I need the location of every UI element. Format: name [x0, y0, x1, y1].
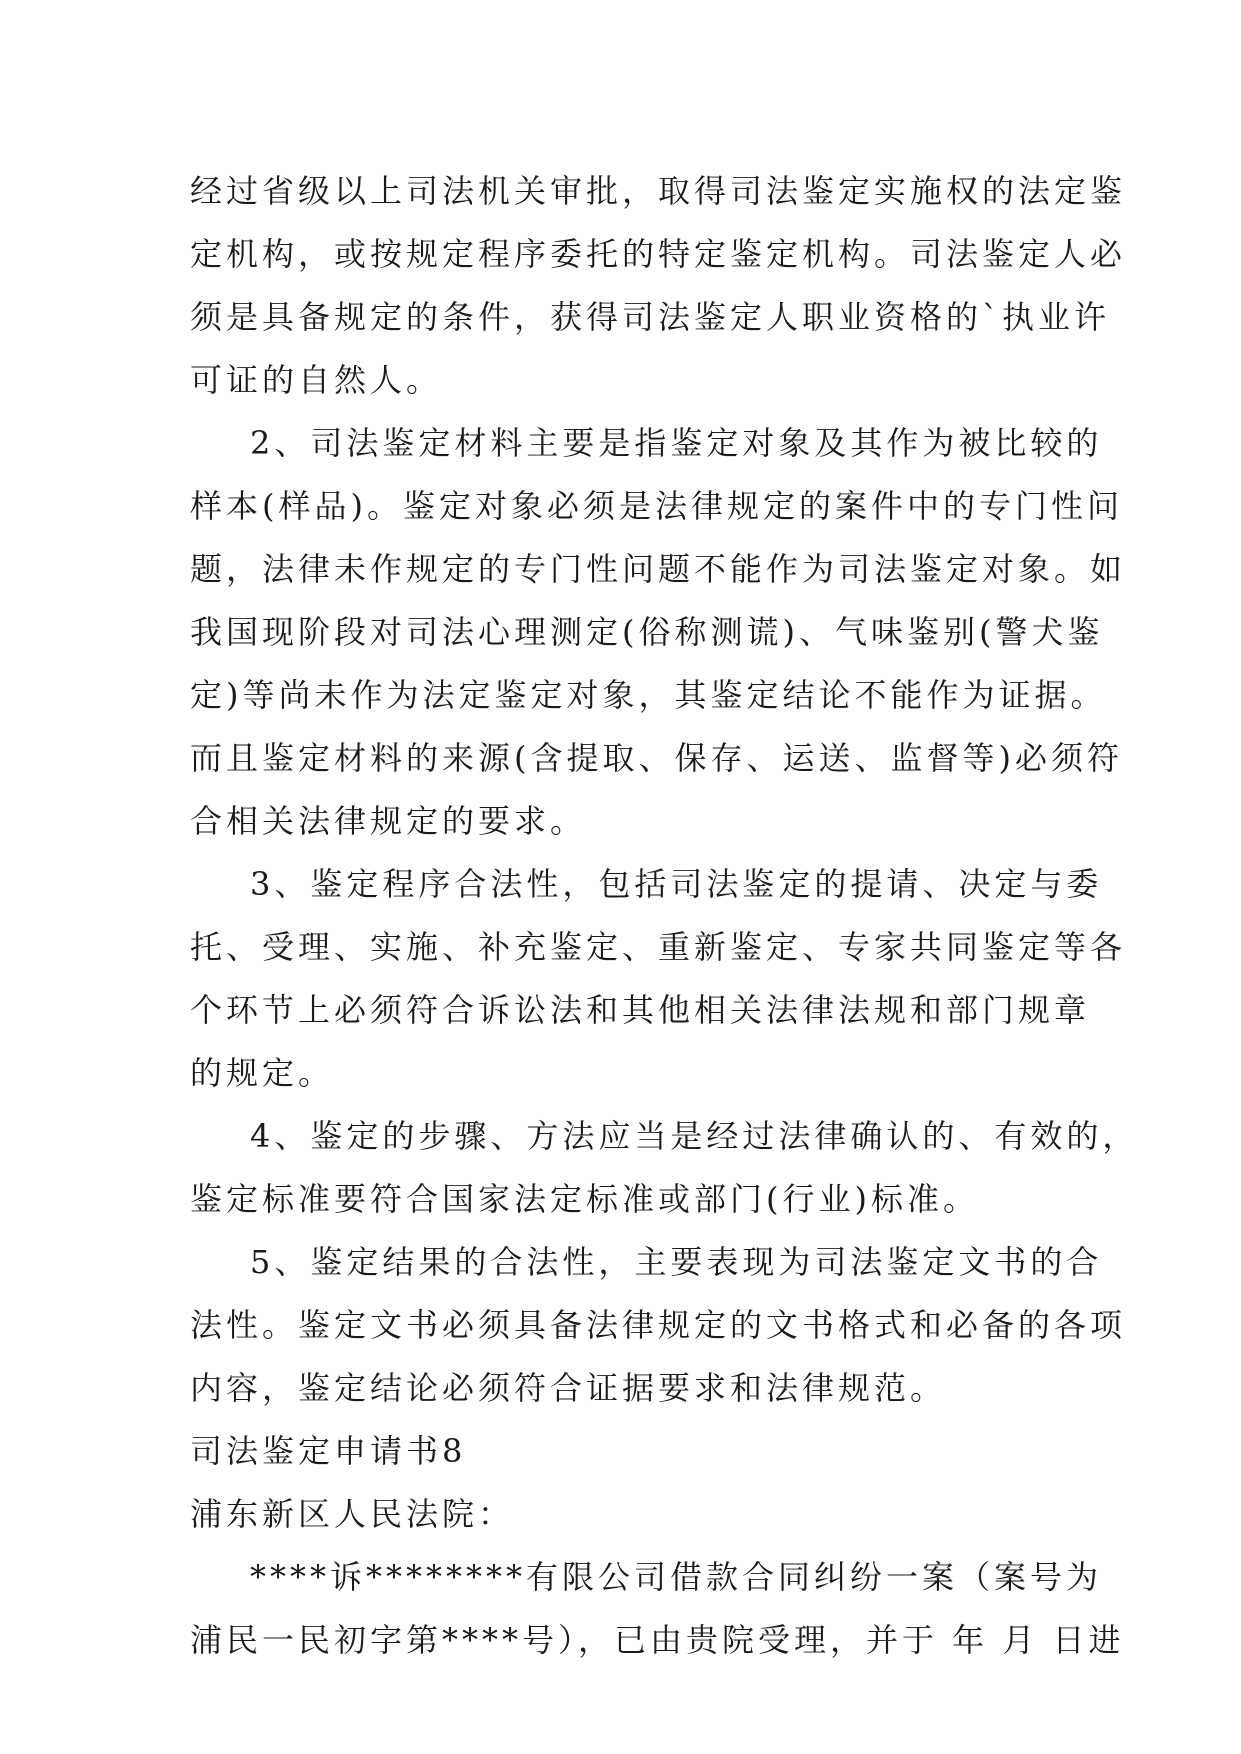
- section-title: [190, 1420, 1060, 1483]
- text-line: 内容，鉴定结论必须符合证据要求和法律规范。: [190, 1369, 947, 1407]
- text-line: 3、鉴定程序合法性，包括司法鉴定的提请、决定与委: [250, 865, 1103, 903]
- paragraph-item-2: [190, 412, 1127, 853]
- paragraph-item-5: [190, 1231, 1127, 1420]
- text-line: 须是具备规定的条件，获得司法鉴定人职业资格的`执业许: [190, 298, 1111, 336]
- text-line: 样本(样品)。鉴定对象必须是法律规定的案件中的专门性问: [190, 487, 1123, 525]
- text-line: 定机构，或按规定程序委托的特定鉴定机构。司法鉴定人必: [190, 235, 1127, 273]
- text-line: 的规定。: [190, 1054, 335, 1092]
- addressee-text: 浦东新区人民法院：: [190, 1495, 515, 1533]
- paragraph-qualification: [190, 160, 1127, 412]
- text-line: 可证的自然人。: [190, 361, 443, 399]
- text-line: 题，法律未作规定的专门性问题不能作为司法鉴定对象。如: [190, 550, 1127, 588]
- text-line: 法性。鉴定文书必须具备法律规定的文书格式和必备的各项: [190, 1306, 1127, 1344]
- text-line: 4、鉴定的步骤、方法应当是经过法律确认的、有效的，: [250, 1117, 1139, 1155]
- text-line: 经过省级以上司法机关审批，取得司法鉴定实施权的法定鉴: [190, 172, 1127, 210]
- text-line: 我国现阶段对司法心理测定(俗称测谎)、气味鉴别(警犬鉴: [190, 613, 1104, 651]
- document-body: [190, 160, 1139, 1672]
- addressee: [190, 1483, 1060, 1546]
- section-title-text: 司法鉴定申请书8: [190, 1432, 467, 1470]
- paragraph-item-3: [190, 853, 1127, 1105]
- text-line: 合相关法律规定的要求。: [190, 802, 587, 840]
- text-line: 个环节上必须符合诉讼法和其他相关法律法规和部门规章: [190, 991, 1091, 1029]
- text-line: 而且鉴定材料的来源(含提取、保存、运送、监督等)必须符: [190, 739, 1123, 777]
- text-line: 定)等尚未作为法定鉴定对象，其鉴定结论不能作为证据。: [190, 676, 1107, 714]
- paragraph-item-4: [190, 1105, 1139, 1231]
- text-line: 托、受理、实施、补充鉴定、重新鉴定、专家共同鉴定等各: [190, 928, 1127, 966]
- text-line: 鉴定标准要符合国家法定标准或部门(行业)标准。: [190, 1180, 979, 1218]
- text-line: 浦民一民初字第****号），已由贵院受理，并于 年 月 日进: [190, 1621, 1125, 1659]
- paragraph-application: [190, 1546, 1125, 1672]
- text-line: 2、司法鉴定材料主要是指鉴定对象及其作为被比较的: [250, 424, 1103, 462]
- text-line: 5、鉴定结果的合法性，主要表现为司法鉴定文书的合: [250, 1243, 1103, 1281]
- text-line: ****诉********有限公司借款合同纠纷一案（案号为: [250, 1558, 1103, 1596]
